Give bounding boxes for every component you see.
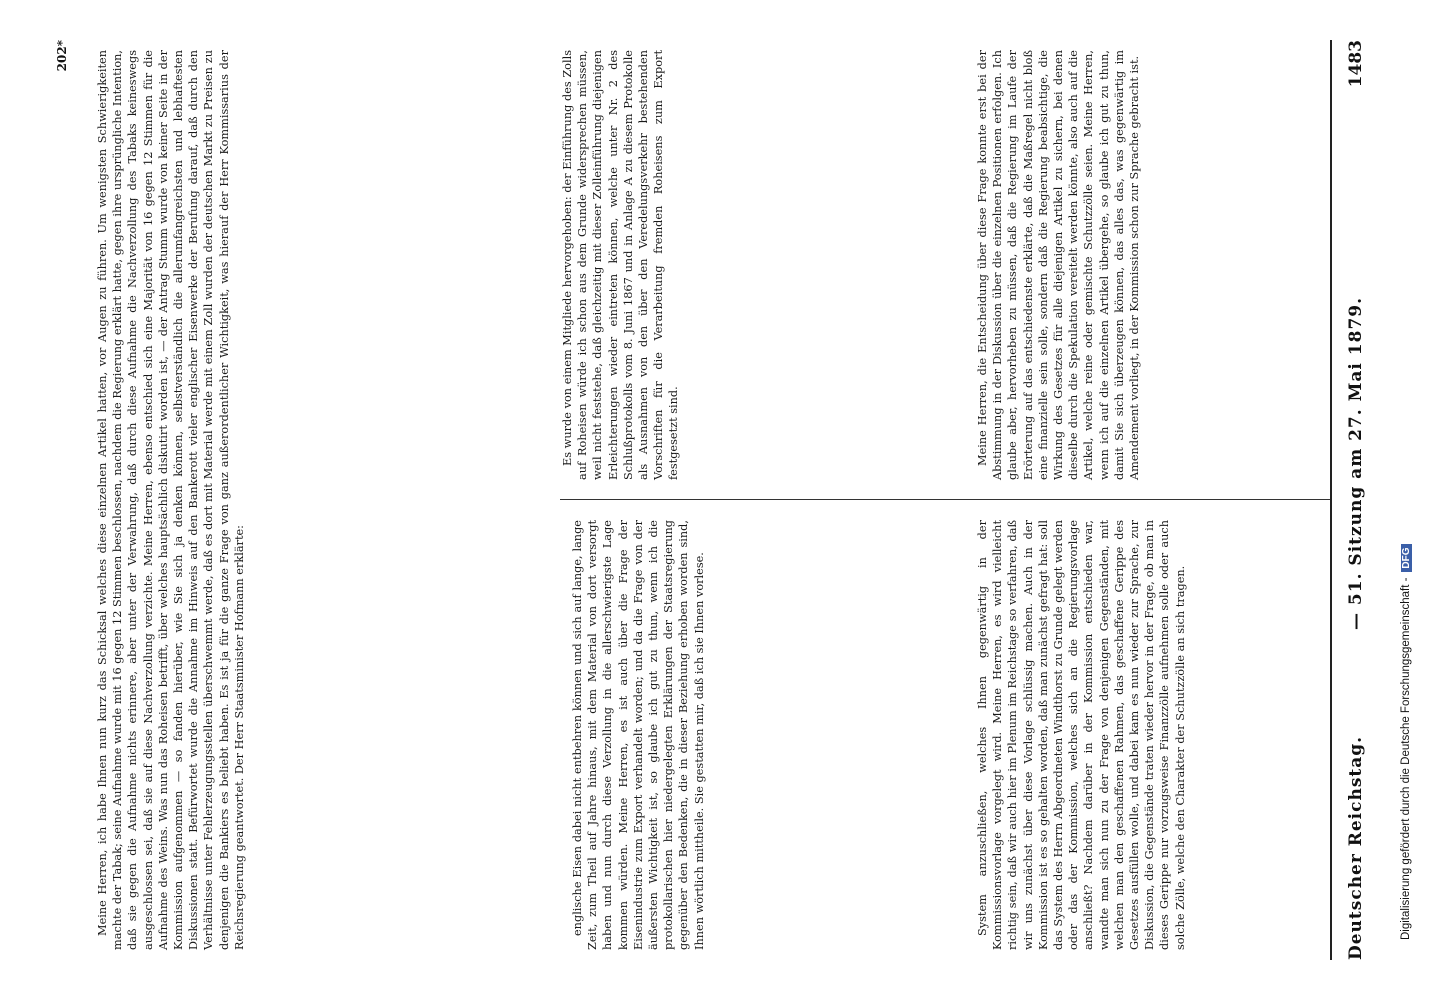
credit-text-line (1400, 60, 1424, 940)
paragraph: Meine Herren, ich habe Ihnen nun kurz das Schicksal welches diese einzelnen Artikel hatten, vor Augen zu führen. Um wenigsten Schwierigkeiten machte der Tabak; seine Aufnahme wurde mit 16 gegen 12 Stimmen beschlossen, nachdem die Regierung erklärt hatte, gegen ihre ursprüngliche Intention, daß sie gegen die Aufnahme nichts erinnere, aber unter der Verwahrung, daß durch diese Aufnahme die Nachverzollung des Tabaks keineswegs ausgeschlossen sei, daß sie auf diese Nachverzollung verzichte. Meine Herren, ebenso entschied sich eine Majorität von 16 gegen 12 Stimmen für die Aufnahme des Weins. Was nun das Roheisen betrifft, über welches hauptsächlich diskutirt worden ist, — der Antrag Stumm wurde von keiner Seite in der Kommission aufgenommen — so fanden hierüber, wie Sie sich ja denken können, selbstverständlich die allerumfangreichsten und lebhaftesten Diskussionen statt. Befürwortet wurde die Annahme im Hinweis auf den Bankerott vieler englischer Eisenwerke der Berufung darauf, daß durch den Verhältnisse unter Fehlerzeugungsstellen überschwemmt werde, daß es dort mit Material werde mit einem Zoll wurden der deutschen Markt zu Preisen zu denjenigen die Bankiers es beliebt haben. Es ist ja für die ganze Frage von ganz außerordentlicher Wichtigkeit, was hierauf der Herr Kommissarius der Reichsregierung geantwortet. Der Herr Staatsminister Hofmann erklärte: (96, 50, 246, 950)
dfg-logo: DFG (1401, 544, 1412, 571)
text-column-bottom (95, 50, 525, 950)
signature-mark: 202* (55, 40, 69, 72)
page-header (1338, 40, 1378, 960)
text-column-3 (570, 520, 950, 950)
paragraph: Meine Herren, die Entscheidung über diese Frage konnte erst bei der Abstimmung in der Diskussion über die einzelnen Positionen erfolgen. Ich glaube aber, hervorheben zu müssen, daß die Regierung im Laufe der Erörterung auf das entschiedenste erklärte, daß die Maßregel nicht bloß eine finanzielle sein solle, sondern daß die Regierung beabsichtige, die Wirkung des Gesetzes für alle diejenigen Artikel zu sichern, bei denen dieselbe durch die Spekulation vereitelt werden könnte, also auch auf die Artikel, welche reine oder gemischte Schutzzölle seien. Meine Herren, wenn ich auf die einzelnen Artikel übergehe, so glaube ich gut zu thun, damit Sie sich überzeugen können, das alles das, was gegenwärtig im Amendement vorliegt, in der Kommission schon zur Sprache gebracht ist. (976, 50, 1142, 480)
text-column-2 (975, 50, 1325, 480)
text-column-4 (560, 50, 950, 480)
header-session: — 51. Sitzung am 27. Mai 1879. (1346, 296, 1366, 630)
paragraph: Es wurde von einem Mitgliede hervorgehoben: der Einführung des Zolls auf Roheisen würde ich schon aus dem Grunde widersprechen müssen, weil nicht feststehe, daß gleichzeitig mit dieser Zolleinführung diejenigen Erleichterungen wieder eintreten können, welche unter Nr. 2 des Schlußprotokolls vom 8. Juni 1867 und in Anlage A zu diesem Protokolle als Ausnahmen von den über den Veredelungsverkehr bestehenden Vorschriften für die Verarbeitung fremden Roheisens zum Export festgesetzt sind. (561, 50, 681, 480)
text-column-1 (975, 520, 1325, 950)
digitization-credit (1400, 60, 1424, 940)
page-number: 1483 (1346, 40, 1366, 88)
column-divider (560, 499, 1330, 500)
paragraph: System anzuschließen, welches Ihnen gegenwärtig in der Kommissionsvorlage vorgelegt wird. Meine Herren, es wird vielleicht richtig sein, daß wir auch hier im Plenum im Reichstage so verfahren, daß wir uns zunächst über diese Vorlage schlüssig machen. Auch in der Kommission ist es so gehalten worden, daß man zunächst gefragt hat: soll das System des Herrn Abgeordneten Windthorst zu Grunde gelegt werden oder das der Kommission, welches sich an die Regierungsvorlage anschließt? Nachdem darüber in der Kommission entschieden war, wandte man sich nun zu der Frage von denjenigen Gegenständen, mit welchen man den geschaffenen Rahmen, das geschaffene Gerippe des Gesetzes ausfüllen wolle, und dabei kam es nun wieder zur Sprache, zur Diskussion, die Gegenstände traten wieder hervor in der Frage, ob man in dieses Gerippe nur vorzugsweise Finanzzölle aufnehmen solle oder auch solche Zölle, welche den Charakter der Schutzzölle an sich tragen. (976, 520, 1187, 950)
credit-text: Digitalisierung gefördert durch die Deutsche Forschungsgemeinschaft - (1400, 577, 1412, 940)
paragraph: englische Eisen dabei nicht entbehren können und sich auf lange, lange Zeit, zum Theil auf Jahre hinaus, mit dem Material von dort versorgt haben und nun durch diese Verzollung in die allerschwierigste Lage kommen würden. Meine Herren, es ist auch über die Frage der Eisenindustrie zum Export verhandelt worden; und da die Frage von der äußersten Wichtigkeit ist, so glaube ich gut zu thun, wenn ich die protokollarischen hier niedergelegten Erklärungen der Staatsregierung gegenüber den Bedenken, die in dieser Beziehung erhoben worden sind, Ihnen wörtlich mittheile. Sie gestatten mir, daß ich sie Ihnen vorlese. (571, 520, 706, 950)
header-title: Deutscher Reichstag. (1346, 735, 1366, 960)
header-rule (1330, 40, 1332, 960)
